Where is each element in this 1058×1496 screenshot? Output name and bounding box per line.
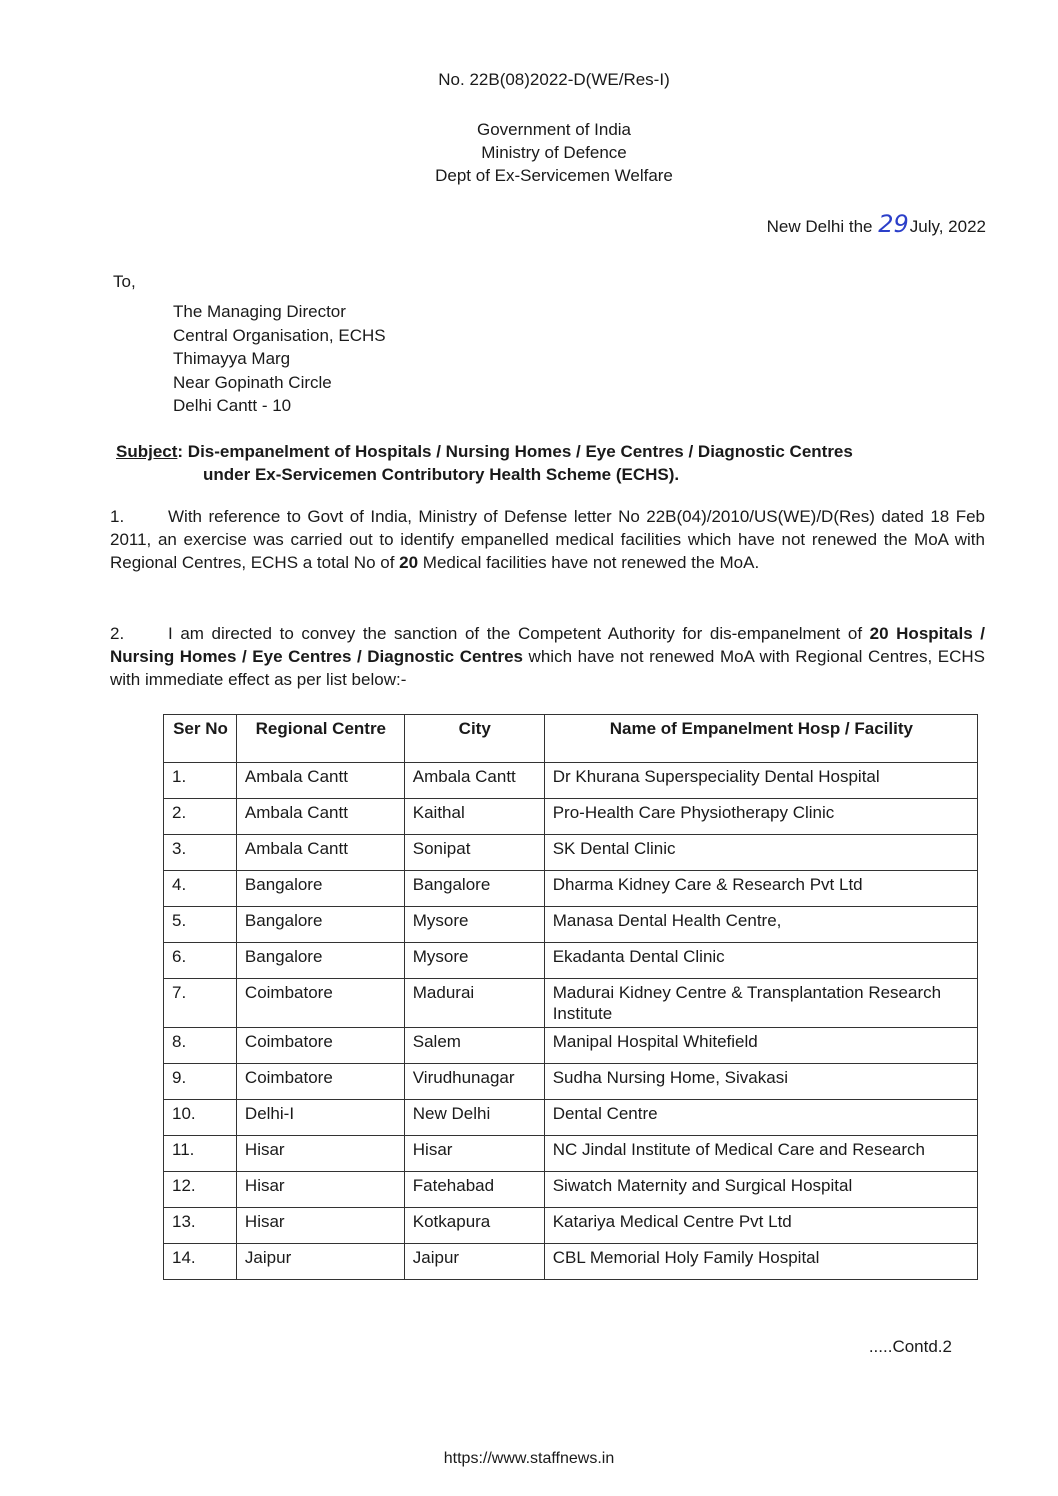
ser-no-cell: 3.: [164, 835, 237, 871]
dateline-suffix: July, 2022: [909, 217, 986, 236]
city-cell: Bangalore: [404, 871, 544, 907]
facility-cell: Manasa Dental Health Centre,: [544, 907, 977, 943]
letterhead-government: Government of India: [476, 120, 632, 139]
ser-no-cell: 2.: [164, 799, 237, 835]
facility-cell: Madurai Kidney Centre & Transplantation Research Institute: [544, 979, 977, 1028]
facility-cell: Manipal Hospital Whitefield: [544, 1028, 977, 1064]
paragraph-number: 2.: [110, 624, 125, 643]
address-line: Delhi Cantt - 10: [173, 396, 292, 415]
paragraph-text: I am directed to convey the sanction of the Competent Authority for dis-empanelment of: [168, 624, 870, 643]
paragraph-bold: 20: [399, 553, 419, 572]
facility-cell: SK Dental Clinic: [544, 835, 977, 871]
table-row: [164, 1064, 978, 1100]
table-row: [164, 799, 978, 835]
facility-cell: NC Jindal Institute of Medical Care and Research: [544, 1136, 977, 1172]
facility-cell: Dr Khurana Superspeciality Dental Hospital: [544, 763, 977, 799]
handwritten-day: 29: [878, 210, 909, 238]
ser-no-cell: 11.: [164, 1136, 237, 1172]
header-facility-name: Name of Empanelment Hosp / Facility: [544, 715, 977, 763]
header-ser-no: Ser No: [164, 715, 237, 763]
address-line: Near Gopinath Circle: [173, 372, 332, 392]
regional-centre-cell: Ambala Cantt: [236, 835, 404, 871]
city-cell: Fatehabad: [404, 1172, 544, 1208]
table-row: [164, 907, 978, 943]
reference-number: No. 22B(08)2022-D(WE/Res-I): [438, 70, 670, 89]
city-cell: Kaithal: [404, 799, 544, 835]
regional-centre-cell: Bangalore: [236, 943, 404, 979]
ser-no-cell: 8.: [164, 1028, 237, 1064]
table-row: [164, 1028, 978, 1064]
table-row: [164, 1136, 978, 1172]
facility-cell: Sudha Nursing Home, Sivakasi: [544, 1064, 977, 1100]
city-cell: Mysore: [404, 907, 544, 943]
regional-centre-cell: Ambala Cantt: [236, 763, 404, 799]
continuation-marker: .....Contd.2: [868, 1337, 952, 1356]
regional-centre-cell: Hisar: [236, 1172, 404, 1208]
ser-no-cell: 9.: [164, 1064, 237, 1100]
ser-no-cell: 5.: [164, 907, 237, 943]
regional-centre-cell: Bangalore: [236, 871, 404, 907]
header-regional-centre: Regional Centre: [236, 715, 404, 763]
dateline: [767, 210, 986, 238]
table-row: [164, 835, 978, 871]
regional-centre-cell: Delhi-I: [236, 1100, 404, 1136]
paragraph-bold: 20 Hospitals / Nursing Homes / Eye Centres / Diagnostic Centres: [110, 624, 985, 666]
ser-no-cell: 7.: [164, 979, 237, 1028]
regional-centre-cell: Coimbatore: [236, 1064, 404, 1100]
city-cell: Sonipat: [404, 835, 544, 871]
city-cell: Ambala Cantt: [404, 763, 544, 799]
ser-no-cell: 14.: [164, 1244, 237, 1280]
city-cell: Kotkapura: [404, 1208, 544, 1244]
ser-no-cell: 12.: [164, 1172, 237, 1208]
paragraph-1: [110, 505, 985, 574]
regional-centre-cell: Hisar: [236, 1136, 404, 1172]
ser-no-cell: 6.: [164, 943, 237, 979]
subject-line-1: : Dis-empanelment of Hospitals / Nursing Homes / Eye Centres / Diagnostic Centres: [177, 442, 853, 461]
facility-cell: Siwatch Maternity and Surgical Hospital: [544, 1172, 977, 1208]
city-cell: New Delhi: [404, 1100, 544, 1136]
facility-cell: Dental Centre: [544, 1100, 977, 1136]
paragraph-text: With reference to Govt of India, Ministry of Defense letter No 22B(04)/2010/US(WE)/D(Res) dated 18 Feb 2011, an exercise was carried out to identify empanelled medical facilities which have not renewed the MoA with Regional Centres, ECHS a total No of: [110, 507, 985, 572]
regional-centre-cell: Coimbatore: [236, 1028, 404, 1064]
table-row: [164, 1244, 978, 1280]
table-row: [164, 1100, 978, 1136]
recipient-address: [173, 300, 386, 418]
ser-no-cell: 1.: [164, 763, 237, 799]
table-row: [164, 871, 978, 907]
address-line: Thimayya Marg: [173, 349, 291, 368]
dateline-prefix: New Delhi the: [766, 217, 878, 236]
city-cell: Jaipur: [404, 1244, 544, 1280]
table-row: [164, 943, 978, 979]
address-line: Central Organisation, ECHS: [173, 325, 386, 345]
subject-line-2: under Ex-Servicemen Contributory Health Scheme (ECHS).: [203, 465, 680, 484]
footer-url: https://www.staffnews.in: [443, 1450, 615, 1467]
facility-cell: CBL Memorial Holy Family Hospital: [544, 1244, 977, 1280]
regional-centre-cell: Coimbatore: [236, 979, 404, 1028]
letterhead-department: Dept of Ex-Servicemen Welfare: [435, 166, 673, 185]
regional-centre-cell: Hisar: [236, 1208, 404, 1244]
to-label: To,: [113, 272, 136, 291]
paragraph-number: 1.: [110, 507, 125, 526]
paragraph-2: [110, 622, 985, 691]
letterhead: [0, 118, 1058, 187]
city-cell: Hisar: [404, 1136, 544, 1172]
city-cell: Mysore: [404, 943, 544, 979]
table-row: [164, 763, 978, 799]
table-header-row: [164, 715, 978, 763]
regional-centre-cell: Jaipur: [236, 1244, 404, 1280]
letterhead-ministry: Ministry of Defence: [481, 143, 627, 162]
regional-centre-cell: Ambala Cantt: [236, 799, 404, 835]
ser-no-cell: 13.: [164, 1208, 237, 1244]
header-city: City: [404, 715, 544, 763]
facility-cell: Katariya Medical Centre Pvt Ltd: [544, 1208, 977, 1244]
subject: [116, 440, 986, 486]
city-cell: Virudhunagar: [404, 1064, 544, 1100]
subject-label: Subject: [116, 442, 178, 461]
table-row: [164, 1208, 978, 1244]
ser-no-cell: 10.: [164, 1100, 237, 1136]
regional-centre-cell: Bangalore: [236, 907, 404, 943]
facility-cell: Dharma Kidney Care & Research Pvt Ltd: [544, 871, 977, 907]
facility-cell: Pro-Health Care Physiotherapy Clinic: [544, 799, 977, 835]
city-cell: Madurai: [404, 979, 544, 1028]
paragraph-text: Medical facilities have not renewed the MoA.: [418, 553, 760, 572]
paragraph-text: which have not renewed MoA with Regional Centres, ECHS with immediate effect as per list below:-: [110, 647, 985, 689]
address-line: The Managing Director: [173, 302, 346, 321]
facilities-table: [163, 714, 978, 1280]
table-row: [164, 1172, 978, 1208]
facility-cell: Ekadanta Dental Clinic: [544, 943, 977, 979]
city-cell: Salem: [404, 1028, 544, 1064]
ser-no-cell: 4.: [164, 871, 237, 907]
table-row: [164, 979, 978, 1028]
